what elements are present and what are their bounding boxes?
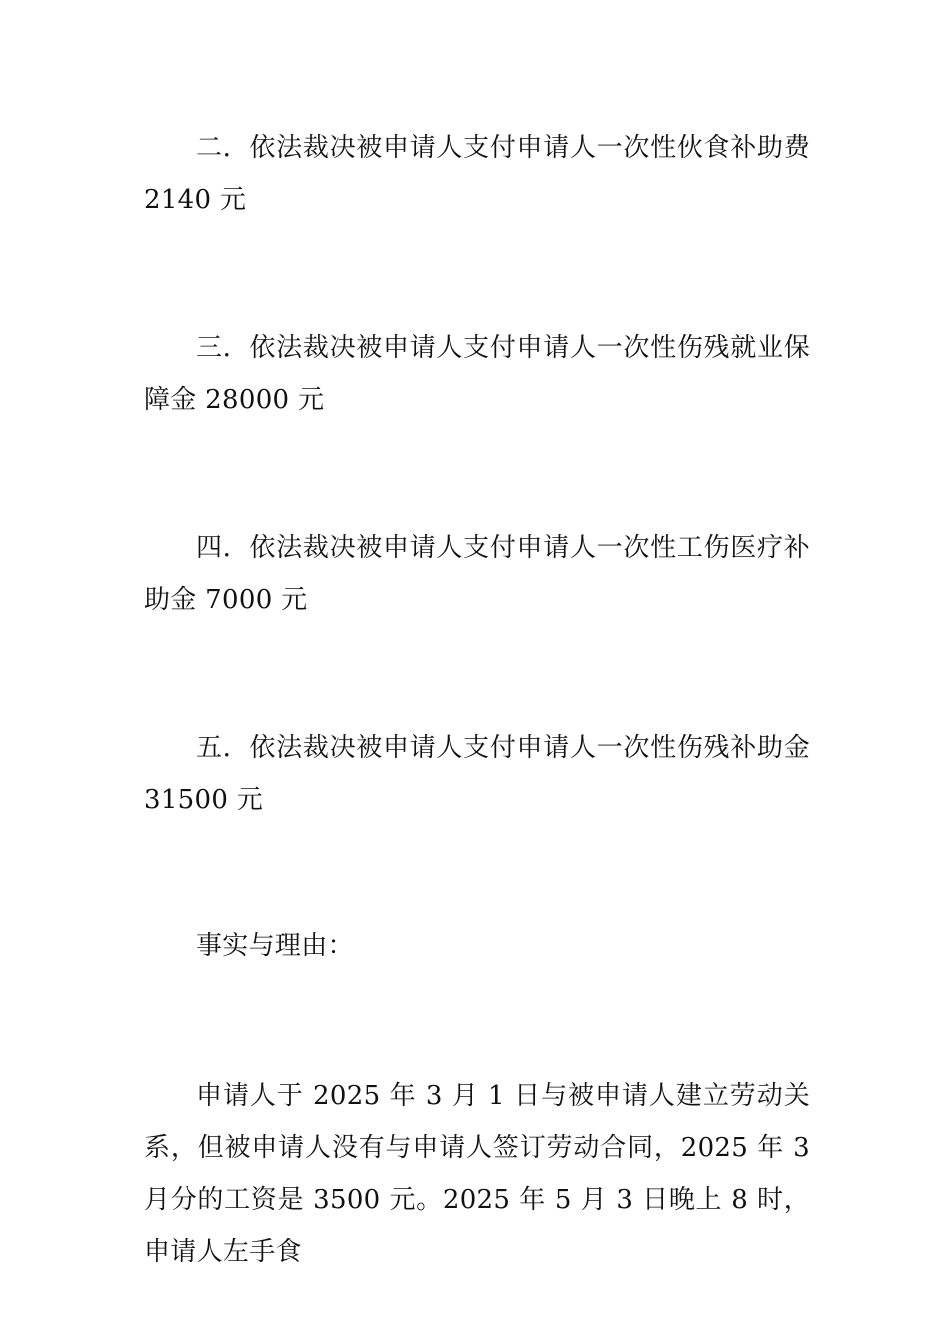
section-heading-facts: 事实与理由： [196,931,354,961]
claim-item-2: 二．依法裁决被申请人支付申请人一次性伙食补助费 2140 元 [144,133,810,215]
claim-item-5: 五．依法裁决被申请人支付申请人一次性伤残补助金 31500 元 [144,733,810,815]
facts-paragraph: 申请人于 2025 年 3 月 1 日与被申请人建立劳动关系，但被申请人没有与申请人签订劳动合同，2025 年 3 月分的工资是 3500 元。2025 年 5 月 3 日晚上 8 时，申请人左手食 [144,1081,811,1267]
claim-item-3: 三．依法裁决被申请人支付申请人一次性伤残就业保障金 28000 元 [144,333,810,415]
claim-item-4: 四．依法裁决被申请人支付申请人一次性工伤医疗补助金 7000 元 [144,533,810,615]
